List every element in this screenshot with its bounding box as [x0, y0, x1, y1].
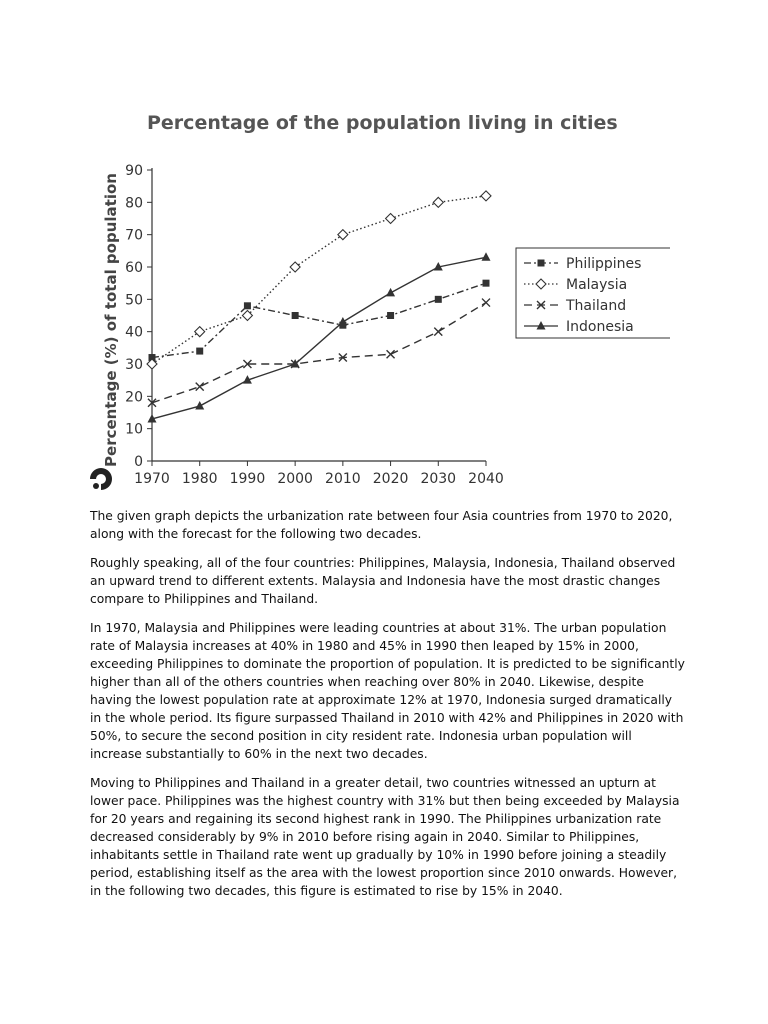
point-thailand-marker: [387, 350, 395, 358]
point-indonesia-marker: [386, 288, 395, 297]
paragraph-malaysia-indonesia: In 1970, Malaysia and Philippines were leading countries at about 31%. The urban population rate of Malaysia increases at 40% in 1980 and 45% in 1990 then leaped by 15% in 2000, exceeding Philippines to dominate the proportion of population. It is predicted to be significantly higher than all of the others countries when reaching over 80% in 2040. Likewise, despite having the lowest population rate at approximate 12% at 1970, Indonesia surged dramatically in the whole period. Its figure surpassed Thailand in 2010 with 42% and Philippines in 2020 with 50%, to secure the second position in city resident rate. Indonesia urban population will increase substantially to 60% in the next two decades.: [90, 621, 685, 761]
legend: [516, 248, 670, 338]
point-philippines-marker: [483, 280, 490, 287]
chart-title: Percentage of the population living in cities: [147, 112, 618, 134]
point-philippines-marker: [387, 312, 394, 319]
series-indonesia: [148, 252, 491, 422]
x-tick-label: 1990: [229, 471, 266, 487]
document-body: [90, 507, 686, 911]
x-tick-label: 2010: [325, 471, 361, 487]
point-philippines-marker: [435, 296, 442, 303]
point-malaysia-marker: [195, 327, 205, 337]
point-malaysia-marker: [433, 197, 443, 207]
y-tick-label: 80: [125, 195, 143, 212]
series-line-malaysia: [152, 196, 486, 364]
legend-label-malaysia: Malaysia: [566, 277, 628, 293]
point-malaysia-marker: [290, 262, 300, 272]
series-philippines: [149, 280, 490, 361]
y-tick-label: 10: [125, 421, 143, 438]
y-tick-label: 40: [125, 324, 143, 341]
y-tick-label: 60: [125, 260, 143, 276]
x-tick-label: 1970: [134, 471, 170, 487]
point-indonesia-marker: [195, 401, 204, 410]
legend-philippines-marker: [538, 260, 545, 267]
point-thailand-marker: [434, 328, 442, 336]
point-indonesia-marker: [338, 317, 347, 326]
x-tick-label: 2020: [372, 471, 409, 487]
point-thailand-marker: [196, 383, 204, 391]
point-malaysia-marker: [481, 191, 491, 201]
point-philippines-marker: [196, 348, 203, 355]
watermark-logo-icon: [88, 466, 114, 492]
line-chart: [90, 100, 670, 500]
y-tick-label: 90: [125, 163, 143, 179]
paragraph-overview: Roughly speaking, all of the four countries: Philippines, Malaysia, Indonesia, Thailand observed an upward trend to different extents. Malaysia and Indonesia have the most drastic changes compare to Philippines and Thailand.: [90, 556, 676, 606]
paragraph-intro: The given graph depicts the urbanization rate between four Asia countries from 1970 to 2020, along with the forecast for the following two decades.: [90, 509, 673, 541]
y-tick-label: 0: [134, 454, 143, 470]
x-tick-label: 2000: [277, 471, 313, 487]
legend-label-indonesia: Indonesia: [566, 319, 634, 335]
y-tick-label: 30: [125, 357, 143, 373]
series-line-philippines: [152, 283, 486, 357]
series-line-indonesia: [152, 257, 486, 419]
point-thailand-marker: [482, 299, 490, 307]
chart-canvas: [90, 100, 670, 500]
paragraph-philippines-thailand: Moving to Philippines and Thailand in a greater detail, two countries witnessed an upturn at lower pace. Philippines was the highest country with 31% but then being exceeded by Malaysia for 20 years and regaining its second highest rank in 1990. The Philippines urbanization rate decreased considerably by 9% in 2010 before rising again in 2040. Similar to Philippines, inhabitants settle in Thailand rate went up gradually by 10% in 1990 before joining a steadily period, establishing itself as the area with the lowest proportion since 2010 onwards. However, in the following two decades, this figure is estimated to rise by 15% in 2040.: [90, 776, 680, 898]
point-malaysia-marker: [338, 230, 348, 240]
y-tick-label: 20: [125, 389, 143, 406]
point-philippines-marker: [292, 312, 299, 319]
point-malaysia-marker: [386, 214, 396, 224]
x-tick-label: 2030: [420, 471, 457, 487]
x-tick-label: 1980: [181, 471, 218, 487]
axes: [125, 163, 504, 487]
legend-label-philippines: Philippines: [566, 256, 642, 272]
point-indonesia-marker: [482, 252, 491, 260]
x-tick-label: 2040: [468, 471, 504, 487]
point-philippines-marker: [244, 302, 251, 309]
series-layer: [147, 191, 491, 423]
y-axis-label: Percentage (%) of total population: [102, 173, 120, 467]
legend-label-thailand: Thailand: [566, 298, 627, 314]
y-tick-label: 70: [125, 227, 143, 244]
y-tick-label: 50: [125, 292, 143, 309]
